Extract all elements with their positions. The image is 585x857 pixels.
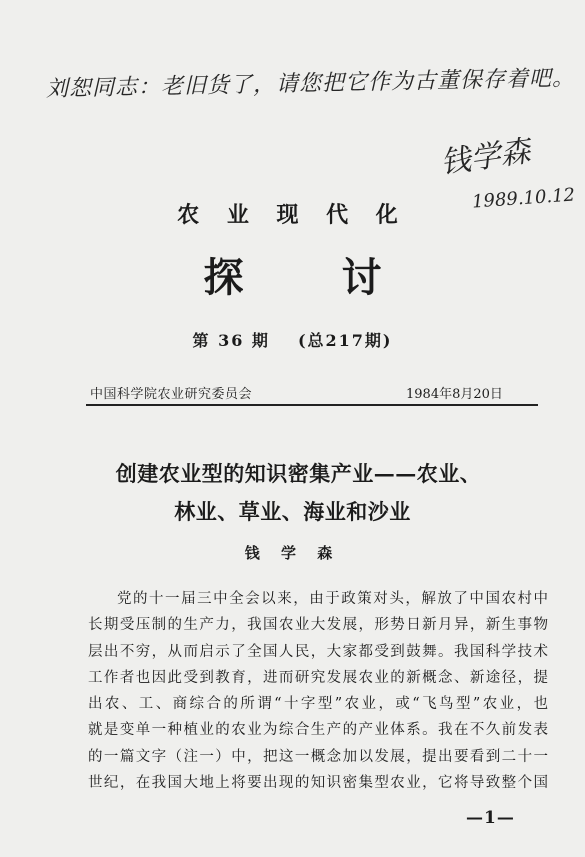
body-line: 长期受压制的生产力，我国农业大发展，形势日新月异，新生事物 [88,617,548,634]
handwritten-date: 1989.10.12 [471,184,576,213]
issue-number: 第 36 期 [192,331,270,350]
header-divider [86,404,538,406]
body-line: 世纪，在我国大地上将要出现的知识密集型农业，它将导致整个国 [88,775,548,792]
article-author: 钱 学 森 [244,544,341,562]
article-body [88,586,548,796]
handwritten-note: 刘恕同志：老旧货了，请您把它作为古董保存着吧。 [45,65,576,102]
body-line: 的一篇文字（注一）中，把这一概念加以发展，提出要看到二十一 [88,748,548,765]
handwritten-signature: 钱学森 [438,133,533,182]
issue-line [0,328,585,351]
body-line: 出农、工、商综合的所谓“十字型”农业，或“飞鸟型”农业，也 [88,696,548,713]
page-number: —1— [466,808,515,828]
body-line: 层出不穷，从而启示了全国人民，大家都受到鼓舞。我国科学技术 [88,643,548,660]
body-line: 就是变单一种植业的农业为综合生产的产业体系。我在不久前发表 [88,722,548,739]
series-title: 农 业 现 代 化 [177,203,408,228]
body-line: 党的十一届三中全会以来，由于政策对头，解放了中国农村中 [117,591,548,607]
article-title-line-1: 创建农业型的知识密集产业——农业、 [115,461,482,486]
article-title-line-2: 林业、草业、海业和沙业 [174,499,411,524]
body-line: 工作者也因此受到教育，进而研究发展农业的新概念、新途径，提 [88,669,548,686]
publisher: 中国科学院农业研究委员会 [90,387,253,402]
main-title: 探 讨 [203,255,424,301]
publication-date: 1984年8月20日 [406,387,503,402]
issue-total: (总217期) [297,331,393,350]
